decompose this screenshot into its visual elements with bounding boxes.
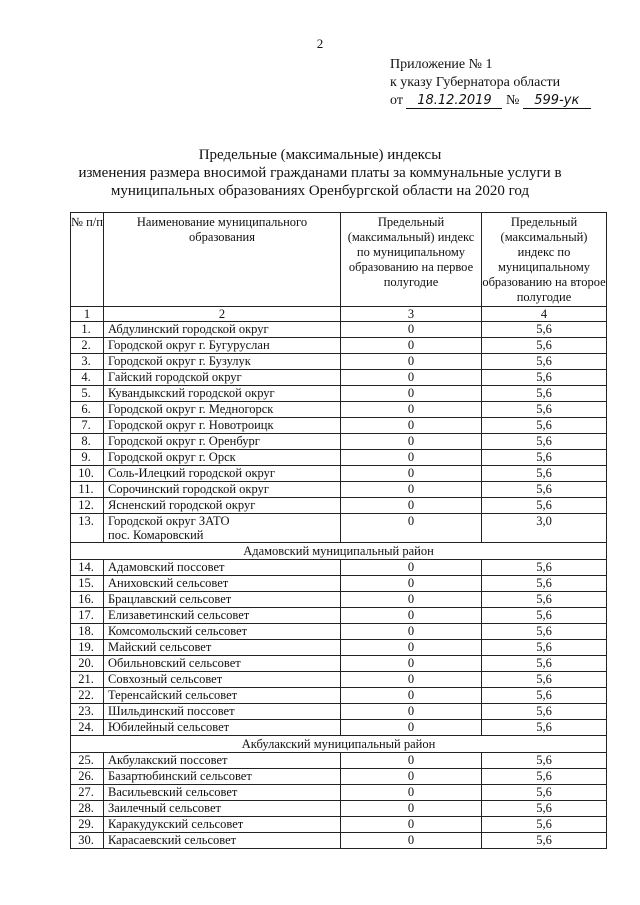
- row-value-first-half: 0: [341, 833, 482, 849]
- row-value-first-half: 0: [341, 801, 482, 817]
- table-row: [71, 656, 607, 672]
- row-number: 17.: [71, 608, 104, 624]
- row-number: 24.: [71, 720, 104, 736]
- row-name: Городской округ г. Орск: [104, 450, 341, 466]
- row-value-second-half: 5,6: [482, 720, 607, 736]
- row-number: 3.: [71, 354, 104, 370]
- row-value-second-half: 5,6: [482, 753, 607, 769]
- row-value-first-half: 0: [341, 576, 482, 592]
- row-value-first-half: 0: [341, 370, 482, 386]
- row-number: 25.: [71, 753, 104, 769]
- row-value-first-half: 0: [341, 688, 482, 704]
- group-adamovsky: [71, 560, 607, 736]
- row-number: 9.: [71, 450, 104, 466]
- appendix-subtitle: к указу Губернатора области: [390, 75, 561, 90]
- row-value-second-half: 5,6: [482, 466, 607, 482]
- row-value-second-half: 5,6: [482, 322, 607, 338]
- table-row: [71, 769, 607, 785]
- row-name: Базартюбинский сельсовет: [104, 769, 341, 785]
- section-header-row: [71, 736, 607, 753]
- row-value-second-half: 5,6: [482, 769, 607, 785]
- row-name: Городской округ г. Бугуруслан: [104, 338, 341, 354]
- title-line-3: муниципальных образованиях Оренбургской области на 2020 год: [110, 183, 530, 199]
- decree-number: 599-ук: [523, 94, 591, 109]
- row-value-second-half: 5,6: [482, 640, 607, 656]
- row-name: Абдулинский городской округ: [104, 322, 341, 338]
- row-value-second-half: 5,6: [482, 354, 607, 370]
- row-number: 23.: [71, 704, 104, 720]
- group-city-districts: [71, 322, 607, 514]
- row-name: Городской округ г. Оренбург: [104, 434, 341, 450]
- column-number: 4: [482, 307, 607, 322]
- row-name: Гайский городской округ: [104, 370, 341, 386]
- header-first-half: Предельный (максимальный) индекс по муниципальному образованию на первое полугодие: [341, 213, 482, 307]
- row-name: Кувандыкский городской округ: [104, 386, 341, 402]
- table-row: [71, 608, 607, 624]
- row-value-first-half: 0: [341, 354, 482, 370]
- column-number: 3: [341, 307, 482, 322]
- table-row: [71, 338, 607, 354]
- table-row: [71, 560, 607, 576]
- row-value-second-half: 3,0: [482, 514, 607, 543]
- group-akbulaksky: [71, 753, 607, 849]
- row-value-first-half: 0: [341, 704, 482, 720]
- row-value-second-half: 5,6: [482, 498, 607, 514]
- row-value-second-half: 5,6: [482, 338, 607, 354]
- table-row: [71, 704, 607, 720]
- header-number: № п/п: [71, 213, 104, 307]
- table-row: [71, 640, 607, 656]
- row-name: Шильдинский поссовет: [104, 704, 341, 720]
- row-name: Обильновский сельсовет: [104, 656, 341, 672]
- row-number: 5.: [71, 386, 104, 402]
- row-number: 6.: [71, 402, 104, 418]
- row-number: 12.: [71, 498, 104, 514]
- table-row: [71, 386, 607, 402]
- column-number: 2: [104, 307, 341, 322]
- table-row: [71, 801, 607, 817]
- row-number: 11.: [71, 482, 104, 498]
- row-value-first-half: 0: [341, 753, 482, 769]
- row-value-first-half: 0: [341, 560, 482, 576]
- table-row: [71, 592, 607, 608]
- row-name: Теренсайский сельсовет: [104, 688, 341, 704]
- row-value-first-half: 0: [341, 672, 482, 688]
- row-value-first-half: 0: [341, 338, 482, 354]
- row-value-first-half: 0: [341, 624, 482, 640]
- row-value-second-half: 5,6: [482, 576, 607, 592]
- row-value-second-half: 5,6: [482, 608, 607, 624]
- row-value-first-half: 0: [341, 402, 482, 418]
- row-value-first-half: 0: [341, 785, 482, 801]
- row-value-first-half: 0: [341, 322, 482, 338]
- row-number: 28.: [71, 801, 104, 817]
- row-number: 7.: [71, 418, 104, 434]
- number-label: №: [505, 93, 520, 108]
- row-value-second-half: 5,6: [482, 370, 607, 386]
- row-name: Майский сельсовет: [104, 640, 341, 656]
- row-name: Карасаевский сельсовет: [104, 833, 341, 849]
- index-table-wrapper: [70, 212, 606, 849]
- row-value-second-half: 5,6: [482, 450, 607, 466]
- row-value-second-half: 5,6: [482, 801, 607, 817]
- table-row: [71, 434, 607, 450]
- row-value-second-half: 5,6: [482, 817, 607, 833]
- decree-reference: [390, 92, 630, 110]
- row-value-second-half: 5,6: [482, 402, 607, 418]
- row-number: 20.: [71, 656, 104, 672]
- table-row: [71, 322, 607, 338]
- row-name: Совхозный сельсовет: [104, 672, 341, 688]
- row-value-first-half: 0: [341, 720, 482, 736]
- row-value-second-half: 5,6: [482, 833, 607, 849]
- row-number: 2.: [71, 338, 104, 354]
- document-title: [0, 146, 640, 200]
- table-row: [71, 833, 607, 849]
- row-value-second-half: 5,6: [482, 785, 607, 801]
- section-header-row: [71, 543, 607, 560]
- title-line-2: изменения размера вносимой гражданами платы за коммунальные услуги в: [78, 165, 562, 181]
- table-row: [71, 498, 607, 514]
- row-number: 8.: [71, 434, 104, 450]
- row-number: 30.: [71, 833, 104, 849]
- column-number: 1: [71, 307, 104, 322]
- table-row: [71, 514, 607, 543]
- title-line-1: Предельные (максимальные) индексы: [198, 147, 442, 163]
- row-value-second-half: 5,6: [482, 624, 607, 640]
- row-name: Юбилейный сельсовет: [104, 720, 341, 736]
- row-name: Городской округ г. Новотроицк: [104, 418, 341, 434]
- row-name: Сорочинский городской округ: [104, 482, 341, 498]
- row-number: 18.: [71, 624, 104, 640]
- page-number: 2: [316, 36, 324, 51]
- table-row: [71, 720, 607, 736]
- row-value-first-half: 0: [341, 386, 482, 402]
- row-value-second-half: 5,6: [482, 418, 607, 434]
- row-name: Заилечный сельсовет: [104, 801, 341, 817]
- row-number: 15.: [71, 576, 104, 592]
- row-value-first-half: 0: [341, 769, 482, 785]
- row-name: Акбулакский поссовет: [104, 753, 341, 769]
- row-name: Городской округ г. Медногорск: [104, 402, 341, 418]
- section-adamovsky: [71, 543, 607, 560]
- row-number: 13.: [71, 514, 104, 543]
- table-row: [71, 817, 607, 833]
- row-value-first-half: 0: [341, 656, 482, 672]
- row-name: Васильевский сельсовет: [104, 785, 341, 801]
- row-number: 29.: [71, 817, 104, 833]
- header-second-half: Предельный (максимальный) индекс по муниципальному образованию на второе полугодие: [482, 213, 607, 307]
- section-title: Адамовский муниципальный район: [71, 543, 607, 560]
- table-row: [71, 753, 607, 769]
- row-number: 4.: [71, 370, 104, 386]
- table-row: [71, 450, 607, 466]
- row-number: 27.: [71, 785, 104, 801]
- row-name: Елизаветинский сельсовет: [104, 608, 341, 624]
- table-row: [71, 354, 607, 370]
- row-value-second-half: 5,6: [482, 672, 607, 688]
- row-name: [104, 514, 341, 543]
- table-row: [71, 576, 607, 592]
- table-row: [71, 785, 607, 801]
- row-name: Адамовский поссовет: [104, 560, 341, 576]
- row-name: Каракудукский сельсовет: [104, 817, 341, 833]
- row-number: 19.: [71, 640, 104, 656]
- row-value-second-half: 5,6: [482, 434, 607, 450]
- table-header-row: [71, 213, 607, 307]
- row-name-line-2: пос. Комаровский: [108, 528, 204, 542]
- table-row: [71, 418, 607, 434]
- row-value-second-half: 5,6: [482, 560, 607, 576]
- row-value-first-half: 0: [341, 608, 482, 624]
- row-value-first-half: 0: [341, 817, 482, 833]
- row-value-second-half: 5,6: [482, 482, 607, 498]
- row-value-second-half: 5,6: [482, 386, 607, 402]
- row-number: 10.: [71, 466, 104, 482]
- section-akbulaksky: [71, 736, 607, 753]
- row-number: 16.: [71, 592, 104, 608]
- row-value-first-half: 0: [341, 434, 482, 450]
- index-table: [70, 212, 607, 849]
- row-value-second-half: 5,6: [482, 688, 607, 704]
- row-name: Соль-Илецкий городской округ: [104, 466, 341, 482]
- group-row-13: [71, 514, 607, 543]
- table-row: [71, 624, 607, 640]
- row-value-first-half: 0: [341, 498, 482, 514]
- row-number: 26.: [71, 769, 104, 785]
- row-value-first-half: 0: [341, 450, 482, 466]
- column-number-row: [71, 307, 607, 322]
- row-value-first-half: 0: [341, 466, 482, 482]
- appendix-block: [390, 56, 630, 110]
- row-value-first-half: 0: [341, 592, 482, 608]
- table-row: [71, 672, 607, 688]
- row-number: 14.: [71, 560, 104, 576]
- row-value-first-half: 0: [341, 418, 482, 434]
- row-value-second-half: 5,6: [482, 656, 607, 672]
- table-row: [71, 402, 607, 418]
- row-value-first-half: 0: [341, 514, 482, 543]
- section-title: Акбулакский муниципальный район: [71, 736, 607, 753]
- row-value-second-half: 5,6: [482, 704, 607, 720]
- header-name: Наименование муниципального образования: [104, 213, 341, 307]
- row-name-line-1: Городской округ ЗАТО: [108, 514, 230, 528]
- from-label: от: [390, 93, 403, 108]
- table-row: [71, 482, 607, 498]
- row-number: 22.: [71, 688, 104, 704]
- row-value-second-half: 5,6: [482, 592, 607, 608]
- row-number: 1.: [71, 322, 104, 338]
- row-value-first-half: 0: [341, 482, 482, 498]
- row-value-first-half: 0: [341, 640, 482, 656]
- row-name: Брацлавский сельсовет: [104, 592, 341, 608]
- row-name: Аниховский сельсовет: [104, 576, 341, 592]
- row-name: Ясненский городской округ: [104, 498, 341, 514]
- table-row: [71, 466, 607, 482]
- row-name: Комсомольский сельсовет: [104, 624, 341, 640]
- table-row: [71, 370, 607, 386]
- appendix-title: Приложение № 1: [390, 57, 493, 72]
- row-number: 21.: [71, 672, 104, 688]
- decree-date: 18.12.2019: [406, 94, 502, 109]
- table-row: [71, 688, 607, 704]
- row-name: Городской округ г. Бузулук: [104, 354, 341, 370]
